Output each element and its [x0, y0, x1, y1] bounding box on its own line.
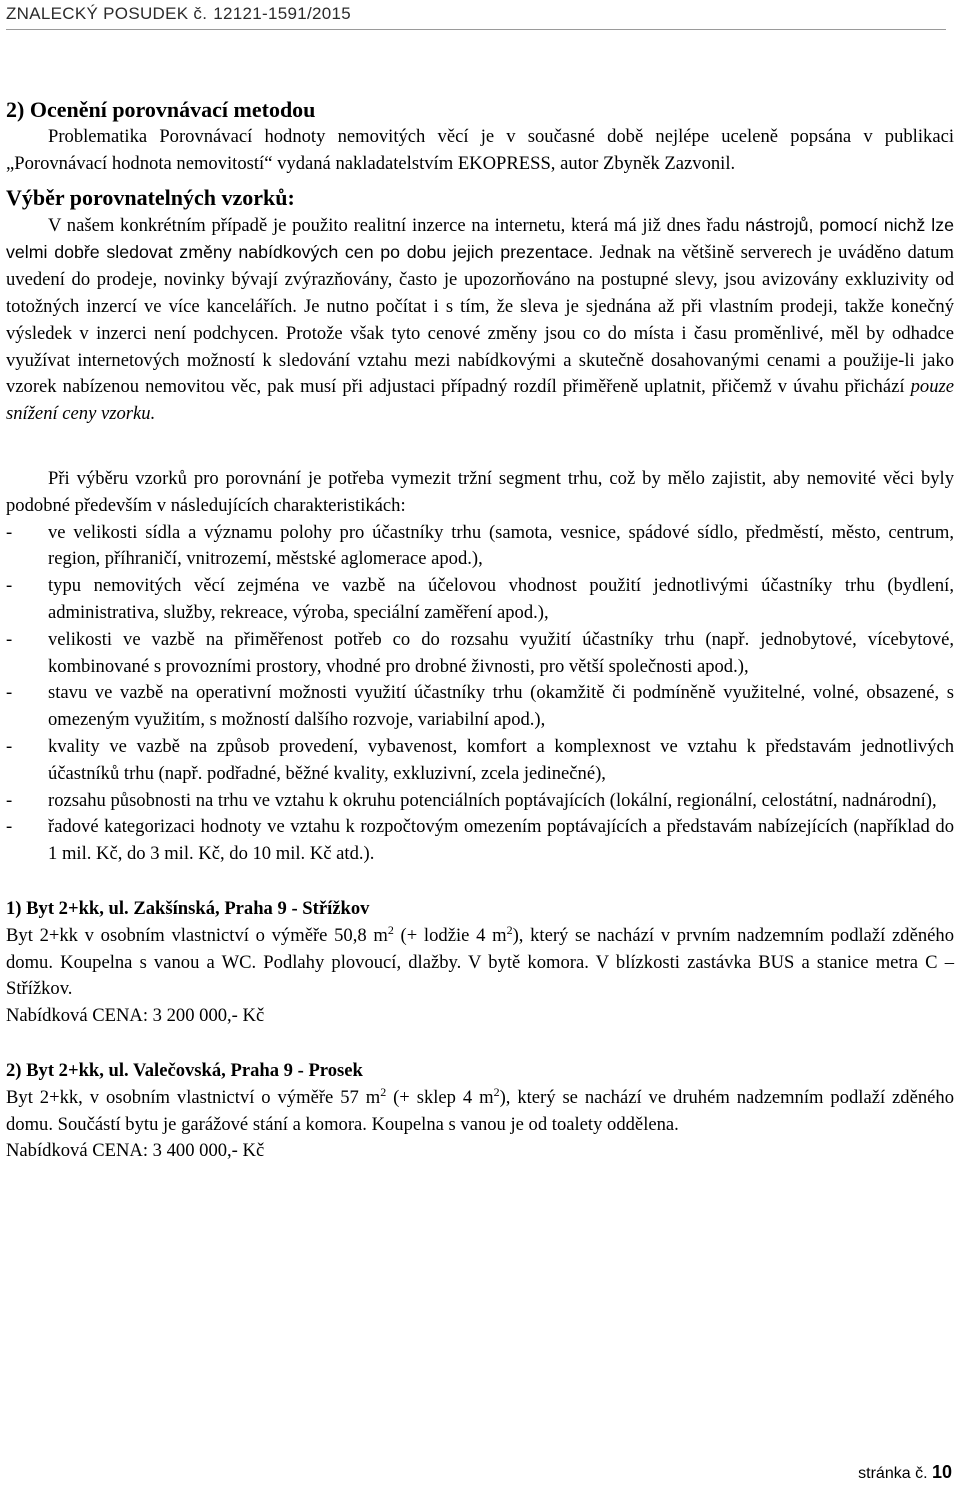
list-item — [6, 573, 954, 627]
characteristics-list — [6, 520, 954, 868]
samples-paragraph-line1: V našem konkrétním případě je použito realitní inzerce na internetu, která má již dnes řadu — [48, 214, 740, 236]
section-title: 2) Ocenění porovnávací metodou — [6, 97, 316, 122]
offer-title-address: Zakšínská, Praha 9 - Střížkov — [133, 897, 370, 919]
offer-2 — [6, 1058, 954, 1165]
dash-bullet: - — [6, 682, 13, 704]
offer-title-number: 2) Byt 2+kk, ul. — [6, 1059, 129, 1081]
selection-paragraph: Při výběru vzorků pro porovnání je potřeba vymezit tržní segment trhu, což by mělo zajistit, aby nemovité věci byly podobné především v následujících charakteristikách: — [6, 467, 954, 516]
dash-bullet: - — [6, 521, 13, 543]
offer-title — [6, 1058, 954, 1085]
list-item — [6, 627, 954, 681]
header-number: 12121-1591/2015 — [213, 4, 352, 23]
list-item-text: velikosti ve vazbě na přiměřenost potřeb co do rozsahu využití účastníky trhu (např. jednobytové, vícebytové, kombinované s provozními prostory, vhodné pro drobné živnosti, pro větší společnosti apod.), — [48, 628, 954, 677]
list-item-text: stavu ve vazbě na operativní možnosti využití účastníky trhu (okamžitě či podmíněně využitelné, volné, obsazené, s omezeným využitím, s možností dalšího rozvoje, variabilní apod.), — [48, 682, 954, 731]
offer-title-address: Valečovská, Praha 9 - Prosek — [133, 1059, 363, 1081]
dash-bullet: - — [6, 575, 13, 597]
offer-desc-part: ), který se nachází v prvním nadzemním podlaží zděného domu. Koupelna s vanou a WC. Podlahy plovoucí, dlažby. V bytě komora. V blízkosti zastávka BUS a stanice metra C – Střížkov. — [6, 924, 955, 1000]
list-item-text: kvality ve vazbě na způsob provedení, vybavenost, komfort a komplexnost ve vztahu k představám jednotlivých účastníků trhu (např. podřadné, běžné kvality, exkluzivní, zcela jedinečné), — [48, 735, 954, 784]
offer-desc-sup: 2 — [387, 922, 394, 937]
list-item — [6, 788, 954, 815]
offer-desc-sup: 2 — [380, 1084, 387, 1099]
section-intro: Problematika Porovnávací hodnoty nemovitých věcí je v současné době nejlépe uceleně popsána v publikaci „Porovnávací hodnota nemovitostí“ vydaná nakladatelstvím EKOPRESS, autor Zbyněk Zazvonil. — [6, 126, 954, 174]
samples-paragraph — [6, 212, 954, 428]
list-item-text: typu nemovitých věcí zejména ve vazbě na účelovou vhodnost použití jednotlivými účastníky trhu (bydlení, administrativa, služby, rekreace, výroba, speciální zaměření apod.), — [48, 575, 954, 623]
offer-price: Nabídková CENA: 3 400 000,- Kč — [6, 1140, 265, 1162]
page-content — [6, 96, 954, 1165]
header-label: ZNALECKÝ POSUDEK č. — [6, 4, 208, 23]
offer-desc-part: Byt 2+kk, v osobním vlastnictví o výměře 57 m — [6, 1086, 381, 1108]
offer-desc-part: Byt 2+kk v osobním vlastnictví o výměře 50,8 m — [6, 924, 388, 946]
footer-label: stránka č. — [858, 1465, 928, 1482]
page-footer — [858, 1462, 952, 1483]
list-item — [6, 520, 954, 574]
samples-paragraph-italic: pouze snížení ceny vzorku. — [6, 376, 954, 425]
document-header — [6, 4, 946, 30]
offer-desc-sup: 2 — [493, 1084, 500, 1099]
offer-desc-part: (+ lodžie 4 m — [393, 924, 507, 946]
offer-title-number: 1) Byt 2+kk, ul. — [6, 897, 129, 919]
list-item-text: rozsahu působnosti na trhu ve vztahu k okruhu potenciálních poptávajících (lokální, regionální, celostátní, nadnárodní), — [48, 789, 937, 811]
dash-bullet: - — [6, 816, 13, 838]
list-item — [6, 680, 954, 734]
page-number: 10 — [931, 1462, 952, 1482]
offer-description — [6, 1085, 954, 1139]
list-item-text: ve velikosti sídla a významu polohy pro účastníky trhu (samota, vesnice, spádové sídlo, předměstí, město, centrum, region, příhraničí, vnitrozemí, městské aglomerace apod.), — [48, 521, 954, 570]
list-item-text: řadové kategorizaci hodnoty ve vztahu k rozpočtovým omezením poptávajících a představám nabízejících (například do 1 mil. Kč, do 3 mil. Kč, do 10 mil. Kč atd.). — [48, 816, 954, 865]
subsection-title: Výběr porovnatelných vzorků: — [6, 184, 295, 210]
dash-bullet: - — [6, 789, 13, 811]
offer-desc-sup: 2 — [506, 922, 513, 937]
offer-desc-part: ), který se nachází ve druhém nadzemním podlaží zděného domu. Součástí bytu je garážové stání a komora. Koupelna s vanou je od toalety oddělena. — [6, 1086, 954, 1135]
dash-bullet: - — [6, 735, 13, 757]
offer-title — [6, 896, 954, 923]
offer-price: Nabídková CENA: 3 200 000,- Kč — [6, 1005, 265, 1027]
offer-description — [6, 923, 954, 1003]
list-item — [6, 814, 954, 868]
offer-1 — [6, 896, 954, 1030]
samples-paragraph-rest: Jednak na většině serverech je uváděno datum uvedení do prodeje, novinky bývají zvýrazňovány, často je upozorňováno na postupné slevy, jsou avizovány exkluzivity od totožných inzercí ve více kancelářích. Je nutno počítat i s tím, že sleva je sjednána až při vlastním prodeji, takže konečný výsledek v inzerci není podchycen. Protože však tyto cenové změny jsou co do místa i času proměnlivé, měl by odhadce využívat internetových možností k sledování vztahu mezi nabídkovými a skutečně dosahovanými cenami a použije-li jako vzorek nabízenou nemovitou věc, pak musí při adjustaci případný rozdíl přiměřeně uplatnit, přičemž v úvahu přichází — [6, 242, 954, 398]
samples-paragraph-line2: nástrojů, pomocí nichž lze velmi dobře sledovat změny nabídkových cen po dobu jejich prezentace. — [6, 214, 954, 263]
dash-bullet: - — [6, 628, 13, 650]
offer-desc-part: (+ sklep 4 m — [386, 1086, 494, 1108]
list-item — [6, 734, 954, 788]
